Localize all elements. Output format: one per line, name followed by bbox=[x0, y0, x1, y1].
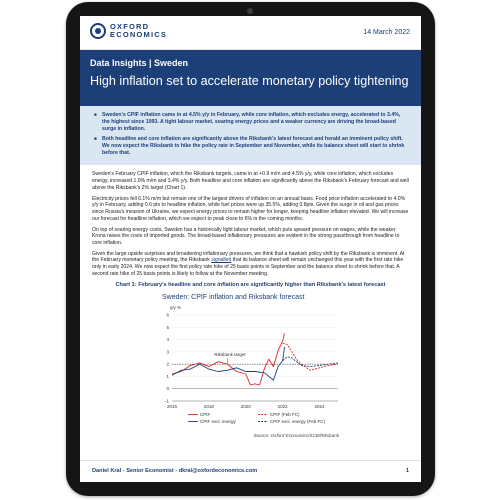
author-line: Daniel Kral - Senior Economist - dkral@oxfordeconomics.com bbox=[92, 468, 258, 474]
page-title: High inflation set to accelerate monetary policy tightening bbox=[90, 74, 409, 88]
page-footer bbox=[80, 460, 421, 482]
y-tick-label: 0 bbox=[165, 385, 169, 391]
key-point: ■ Both headline and core inflation are significantly above the Riksbank's latest forecast and herald an imminent policy shift. We now expect the Riksbank to hike the policy rate in September and November, while its balance sheet will start to shrink before that. bbox=[94, 136, 409, 157]
key-points-box bbox=[80, 106, 421, 165]
paragraph-text: Given the large upside surprises and broadening inflationary pressures, we think that a hawkish policy shift by the Riksbank is imminent. At the February monetary policy meeting, the Riksbank bbox=[92, 250, 405, 264]
logo-wordmark bbox=[110, 23, 167, 39]
legend-label: CPIF (Feb FC) bbox=[269, 411, 300, 417]
y-tick-label: 5 bbox=[165, 324, 169, 330]
paragraph: Electricity prices fell 6.1% m/m but remain one of the largest drivers of inflation on an annual basis. Food price inflation accelerated to 4.0% y/y in February, adding 0.6 pts to headline inflation, while fuel prices were up 35.5%, adding 0.8pts. Given the surge in oil and gas prices since Russia's invasion of Ukraine, we expect energy prices to remain higher for longer, keeping headline inflation elevated. We will increase our forecast for headline inflation, which we expect to peak close to 6% in the coming months. bbox=[92, 195, 409, 222]
y-tick-label: 6 bbox=[165, 312, 169, 318]
key-point: ■ Sweden's CPIF inflation came in at 4.5% y/y in February, while core inflation, which excludes energy, accelerated to 3.4%, the highest since 1993. A tight labour market, soaring energy prices and a weaker currency are driving the broad-based surge in inflation. bbox=[94, 112, 409, 133]
article-body bbox=[80, 165, 421, 437]
y-tick-label: -1 bbox=[164, 398, 169, 404]
series-line bbox=[282, 343, 337, 370]
chart-title: Sweden: CPIF inflation and Riksbank forecast bbox=[161, 293, 304, 301]
paragraph: Sweden's February CPIF inflation, which the Riksbank targets, came in at +0.9 m/m and 4.5% y/y, while core inflation, which excludes energy, increased 1.0% m/m and 3.4% y/y. Both headline and core inflation are significantly above the Riksbank's February forecast and well above the Riksbank's 2% target (Chart 1). bbox=[92, 171, 409, 191]
title-banner bbox=[80, 50, 421, 106]
y-tick-label: 4 bbox=[165, 336, 169, 342]
page-number: 1 bbox=[405, 468, 409, 474]
series-line bbox=[282, 357, 337, 367]
inflation-chart bbox=[158, 291, 344, 431]
paragraph bbox=[92, 251, 409, 277]
tablet-frame bbox=[66, 2, 435, 496]
paragraph: On top of soaring energy costs, Sweden has a historically tight labour market, which puts upward pressure on wages, while the weaker Krona raises the costs of imported goods. The broad-based inflationary pressures are evident in the strong passthrough from headline to core inflation. bbox=[92, 226, 400, 246]
camera-dot bbox=[247, 8, 253, 14]
x-tick-label: 2024 bbox=[314, 403, 325, 409]
series-line bbox=[172, 333, 285, 385]
logo-line-2: ECONOMICS bbox=[110, 30, 168, 39]
document-page[interactable] bbox=[80, 16, 421, 482]
y-axis-label: y/y % bbox=[169, 304, 181, 310]
legend-label: CPIF bbox=[199, 411, 210, 417]
logo-line-1: OXFORD bbox=[110, 22, 150, 31]
x-tick-label: 2016 bbox=[166, 403, 177, 409]
y-tick-label: 2 bbox=[165, 361, 169, 367]
page-header bbox=[80, 16, 421, 50]
paragraph-text: that its balance sheet will remain unchanged this year with the first rate hike only in early 2024. We now expect the first policy rate hike of 25 basis points in September and the balance sheet to shrink before that. A second rate hike of 25 basis points is likely to follow at the November meeting. bbox=[92, 257, 404, 277]
x-tick-label: 2022 bbox=[277, 403, 288, 409]
target-annotation: Riksbank target bbox=[213, 351, 246, 357]
chart-source: Source: Oxford Economics/SCB/Riksbank bbox=[253, 432, 339, 438]
x-tick-label: 2020 bbox=[240, 403, 251, 409]
series-label: Data Insights | Sweden bbox=[90, 58, 189, 68]
x-tick-label: 2018 bbox=[203, 403, 214, 409]
publication-date: 14 March 2022 bbox=[363, 29, 410, 36]
oxford-economics-logo bbox=[90, 23, 167, 39]
legend-label: CPIF excl. energy bbox=[199, 418, 236, 424]
signalled-link[interactable]: signalled bbox=[211, 257, 232, 264]
y-tick-label: 3 bbox=[165, 349, 169, 355]
logo-icon bbox=[90, 23, 106, 39]
chart-caption: Chart 1: February's headline and core inflation are significantly higher than Riksbank's latest forecast bbox=[115, 281, 386, 288]
y-tick-label: 1 bbox=[165, 373, 169, 379]
legend-label: CPIF excl. energy (Feb FC) bbox=[269, 418, 325, 424]
chart-svg bbox=[158, 291, 344, 431]
